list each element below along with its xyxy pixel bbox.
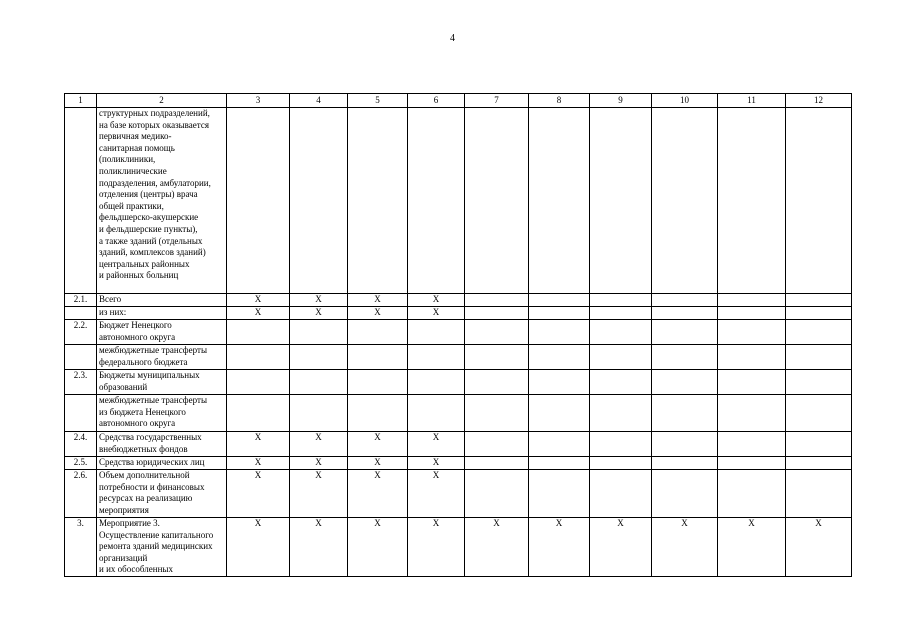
mark-cell <box>408 370 465 395</box>
mark-cell: X <box>227 470 290 518</box>
mark-cell <box>652 108 718 294</box>
mark-cell: X <box>590 518 652 577</box>
row-number-cell: 2.1. <box>65 294 97 307</box>
mark-cell <box>529 294 590 307</box>
mark-cell <box>786 370 852 395</box>
row-name-cell: межбюджетные трансферты федерального бюджета <box>97 345 227 370</box>
column-header: 8 <box>529 94 590 108</box>
budget-table <box>64 93 852 577</box>
mark-cell <box>465 108 529 294</box>
mark-cell <box>786 320 852 345</box>
mark-cell <box>465 395 529 432</box>
row-number-cell <box>65 307 97 320</box>
mark-cell: X <box>408 457 465 470</box>
mark-cell <box>652 432 718 457</box>
mark-cell: X <box>718 518 786 577</box>
row-name-cell: Всего <box>97 294 227 307</box>
table-row <box>65 294 852 307</box>
mark-cell: X <box>348 470 408 518</box>
mark-cell <box>786 345 852 370</box>
row-number-cell: 2.2. <box>65 320 97 345</box>
mark-cell <box>590 432 652 457</box>
mark-cell: X <box>348 294 408 307</box>
mark-cell <box>652 395 718 432</box>
header-row <box>65 94 852 108</box>
mark-cell <box>652 457 718 470</box>
mark-cell <box>718 432 786 457</box>
mark-cell <box>786 432 852 457</box>
mark-cell <box>718 345 786 370</box>
mark-cell <box>227 108 290 294</box>
mark-cell: X <box>227 457 290 470</box>
mark-cell: X <box>408 432 465 457</box>
mark-cell <box>718 108 786 294</box>
row-name-cell: межбюджетные трансферты из бюджета Ненецкого автономного округа <box>97 395 227 432</box>
column-header: 10 <box>652 94 718 108</box>
mark-cell <box>227 320 290 345</box>
mark-cell: X <box>227 518 290 577</box>
row-name-cell: Средства юридических лиц <box>97 457 227 470</box>
mark-cell <box>786 307 852 320</box>
mark-cell <box>718 294 786 307</box>
mark-cell <box>529 370 590 395</box>
table-row <box>65 345 852 370</box>
mark-cell <box>590 307 652 320</box>
mark-cell <box>408 345 465 370</box>
mark-cell <box>348 345 408 370</box>
column-header: 9 <box>590 94 652 108</box>
column-header: 12 <box>786 94 852 108</box>
mark-cell <box>652 320 718 345</box>
mark-cell <box>348 108 408 294</box>
mark-cell <box>590 395 652 432</box>
mark-cell: X <box>348 432 408 457</box>
mark-cell <box>465 307 529 320</box>
table-row <box>65 457 852 470</box>
table-row <box>65 470 852 518</box>
table-row <box>65 370 852 395</box>
column-header: 6 <box>408 94 465 108</box>
column-header: 11 <box>718 94 786 108</box>
column-header: 3 <box>227 94 290 108</box>
mark-cell: X <box>408 470 465 518</box>
table-row <box>65 320 852 345</box>
mark-cell <box>718 307 786 320</box>
mark-cell <box>290 345 348 370</box>
row-name-cell: Бюджеты муниципальных образований <box>97 370 227 395</box>
mark-cell: X <box>348 518 408 577</box>
mark-cell <box>227 370 290 395</box>
mark-cell <box>786 108 852 294</box>
mark-cell <box>718 395 786 432</box>
mark-cell: X <box>290 432 348 457</box>
mark-cell: X <box>290 294 348 307</box>
table-row <box>65 108 852 294</box>
column-header: 1 <box>65 94 97 108</box>
mark-cell: X <box>290 457 348 470</box>
column-header: 7 <box>465 94 529 108</box>
mark-cell: X <box>652 518 718 577</box>
mark-cell <box>408 320 465 345</box>
mark-cell: X <box>227 307 290 320</box>
row-number-cell: 2.3. <box>65 370 97 395</box>
row-name-cell: Бюджет Ненецкого автономного округа <box>97 320 227 345</box>
mark-cell <box>718 370 786 395</box>
row-number-cell <box>65 395 97 432</box>
mark-cell <box>290 370 348 395</box>
column-header: 2 <box>97 94 227 108</box>
mark-cell <box>529 307 590 320</box>
mark-cell <box>590 294 652 307</box>
mark-cell <box>465 432 529 457</box>
mark-cell <box>529 432 590 457</box>
mark-cell: X <box>348 457 408 470</box>
mark-cell: X <box>290 307 348 320</box>
mark-cell: X <box>529 518 590 577</box>
mark-cell <box>652 294 718 307</box>
mark-cell <box>408 395 465 432</box>
mark-cell <box>529 108 590 294</box>
row-name-cell: Средства государственных внебюджетных фондов <box>97 432 227 457</box>
mark-cell: X <box>290 470 348 518</box>
mark-cell <box>227 395 290 432</box>
mark-cell <box>786 457 852 470</box>
mark-cell <box>529 395 590 432</box>
row-number-cell: 3. <box>65 518 97 577</box>
mark-cell: X <box>227 294 290 307</box>
mark-cell <box>718 470 786 518</box>
row-number-cell <box>65 345 97 370</box>
mark-cell: X <box>227 432 290 457</box>
mark-cell <box>290 395 348 432</box>
mark-cell <box>652 470 718 518</box>
mark-cell <box>290 108 348 294</box>
mark-cell: X <box>348 307 408 320</box>
mark-cell <box>718 457 786 470</box>
mark-cell <box>465 370 529 395</box>
table-row <box>65 518 852 577</box>
mark-cell <box>652 370 718 395</box>
mark-cell <box>290 320 348 345</box>
mark-cell <box>786 470 852 518</box>
mark-cell <box>348 320 408 345</box>
mark-cell <box>652 307 718 320</box>
column-header: 4 <box>290 94 348 108</box>
row-name-cell: из них: <box>97 307 227 320</box>
table-row <box>65 395 852 432</box>
mark-cell: X <box>465 518 529 577</box>
row-name-cell: структурных подразделений, на базе которых оказывается первичная медико- санитарная помощь (поликлиники, поликлинические подразделения, амбулатории, отделения (центры) врача общей практики, фельдшерско-акушерские и фельдшерские пункты), а также зданий (отдельных зданий, комплексов зданий) центральных районных и районных больниц <box>97 108 227 294</box>
mark-cell <box>408 108 465 294</box>
mark-cell: X <box>408 518 465 577</box>
mark-cell <box>529 345 590 370</box>
row-number-cell: 2.6. <box>65 470 97 518</box>
mark-cell <box>348 395 408 432</box>
row-number-cell <box>65 108 97 294</box>
mark-cell <box>529 320 590 345</box>
table-row <box>65 432 852 457</box>
mark-cell <box>590 470 652 518</box>
mark-cell: X <box>408 307 465 320</box>
mark-cell <box>465 345 529 370</box>
row-name-cell: Мероприятие 3. Осуществление капитального ремонта зданий медицинских организаций и их обособленных <box>97 518 227 577</box>
mark-cell <box>652 345 718 370</box>
mark-cell <box>465 457 529 470</box>
row-number-cell: 2.5. <box>65 457 97 470</box>
mark-cell <box>590 457 652 470</box>
row-number-cell: 2.4. <box>65 432 97 457</box>
row-name-cell: Объем дополнительной потребности и финансовых ресурсах на реализацию мероприятия <box>97 470 227 518</box>
mark-cell <box>590 108 652 294</box>
mark-cell: X <box>408 294 465 307</box>
table-row <box>65 307 852 320</box>
mark-cell <box>786 395 852 432</box>
mark-cell <box>786 294 852 307</box>
mark-cell <box>348 370 408 395</box>
mark-cell <box>590 320 652 345</box>
mark-cell <box>465 470 529 518</box>
mark-cell: X <box>786 518 852 577</box>
mark-cell <box>590 345 652 370</box>
mark-cell <box>465 294 529 307</box>
mark-cell <box>529 457 590 470</box>
column-header: 5 <box>348 94 408 108</box>
mark-cell <box>529 470 590 518</box>
mark-cell <box>227 345 290 370</box>
mark-cell <box>465 320 529 345</box>
mark-cell <box>590 370 652 395</box>
page-number: 4 <box>450 33 455 44</box>
mark-cell <box>718 320 786 345</box>
mark-cell: X <box>290 518 348 577</box>
